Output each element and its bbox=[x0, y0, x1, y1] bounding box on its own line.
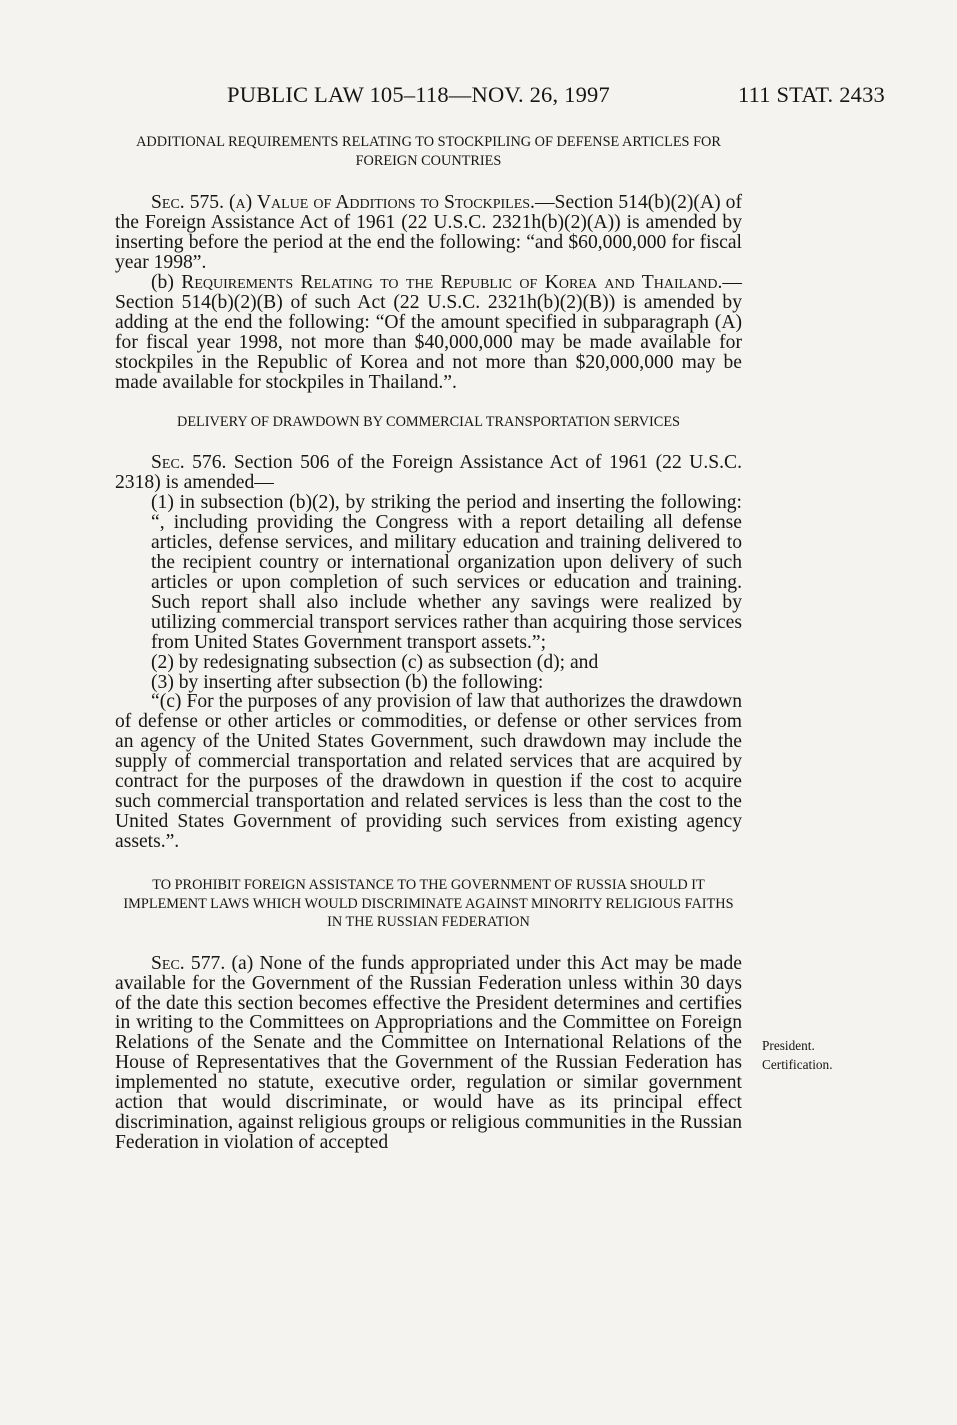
section-576-item-3: (3) by inserting after subsection (b) the following: bbox=[151, 671, 544, 693]
margin-note bbox=[762, 1037, 833, 1074]
section-576-intro bbox=[115, 453, 742, 493]
section-575-b-text: —Section 514(b)(2)(B) of such Act (22 U.S.C. 2321h(b)(2)(B)) is amended by adding at the end the following: “Of the amount specified in subparagraph (A) for fiscal year 1998, not more than $40,000,000 may be made available for stockpiles in the Republic of Korea and not more than $20,000,000 may be made available for stockpiles in Thailand.”. bbox=[115, 271, 742, 393]
section-577-heading: TO PROHIBIT FOREIGN ASSISTANCE TO THE GOVERNMENT OF RUSSIA SHOULD IT IMPLEMENT LAWS WHICH WOULD DISCRIMINATE AGAINST MINORITY RELIGIOUS FAITHS IN THE RUSSIAN FEDERATION bbox=[123, 877, 734, 931]
section-575-label: Sec. 575. (a) bbox=[151, 192, 257, 213]
section-575-a-caption: Value of Additions to Stockpiles. bbox=[256, 192, 535, 213]
section-575-a-text: —Section 514(b)(2)(A) of the Foreign Assistance Act of 1961 (22 U.S.C. 2321h(b)(2)(A)) is amended by inserting before the period at the end the following: “and $60,000,000 for fiscal year 1998”. bbox=[115, 192, 742, 273]
document-body bbox=[115, 133, 742, 1153]
section-577-subsection-a bbox=[115, 954, 742, 1154]
section-576-item-2: (2) by redesignating subsection (c) as subsection (d); and bbox=[151, 651, 599, 673]
margin-note-certification: Certification. bbox=[762, 1056, 833, 1072]
section-576-heading: DELIVERY OF DRAWDOWN BY COMMERCIAL TRANSPORTATION SERVICES bbox=[177, 413, 680, 430]
section-576-item-1: (1) in subsection (b)(2), by striking the period and inserting the following: “, including providing the Congress with a report detailing all defense articles, defense services, and military education and training delivered to the recipient country or international organization upon delivery of such articles or upon completion of such services or education and training. Such report shall also include whether any savings were realized by utilizing commercial transport services rather than acquiring those services from United States Government transport assets.”; bbox=[151, 491, 742, 653]
section-575-subsection-b bbox=[115, 273, 742, 393]
section-576-quoted-subsection-c: “(c) For the purposes of any provision of law that authorizes the drawdown of defense or other articles or commodities, or defense or other services from an agency of the United States Government, such drawdown may include the supply of commercial transportation and related services that are acquired by contract for the purposes of the drawdown in question if the cost to acquire such commercial transportation and related services is less than the cost to the United States Government of providing such services from existing agency assets.”. bbox=[115, 691, 742, 853]
margin-note-president: President. bbox=[762, 1038, 815, 1053]
section-577-label: Sec. 577. bbox=[151, 952, 232, 974]
section-575-heading: ADDITIONAL REQUIREMENTS RELATING TO STOCKPILING OF DEFENSE ARTICLES FOR FOREIGN COUNTRIES bbox=[136, 134, 721, 169]
statute-page-ref: 111 STAT. 2433 bbox=[737, 82, 885, 107]
section-576-label: Sec. 576. bbox=[151, 452, 234, 474]
section-575-b-caption: Requirements Relating to the Republic of Korea and Thailand. bbox=[181, 271, 723, 293]
law-title: PUBLIC LAW 105–118—NOV. 26, 1997 bbox=[227, 82, 610, 107]
section-577-text: (a) None of the funds appropriated under this Act may be made available for the Government of the Russian Federation unless within 30 days of the date this section becomes effective the President determines and certifies in writing to the Committees on Appropriations and the Committee on Foreign Relations of the Senate and the Committee on International Relations of the House of Representatives that the Government of the Russian Federation has implemented no statute, executive order, regulation or similar government action that would discriminate, or would have as its principal effect discrimination, against religious groups or religious communities in the Russian Federation in violation of accepted bbox=[115, 952, 743, 1154]
section-575-subsection-a bbox=[115, 193, 742, 273]
section-576-intro-text: Section 506 of the Foreign Assistance Act of 1961 (22 U.S.C. 2318) is amended— bbox=[115, 452, 742, 493]
section-575-b-label: (b) bbox=[151, 271, 182, 293]
